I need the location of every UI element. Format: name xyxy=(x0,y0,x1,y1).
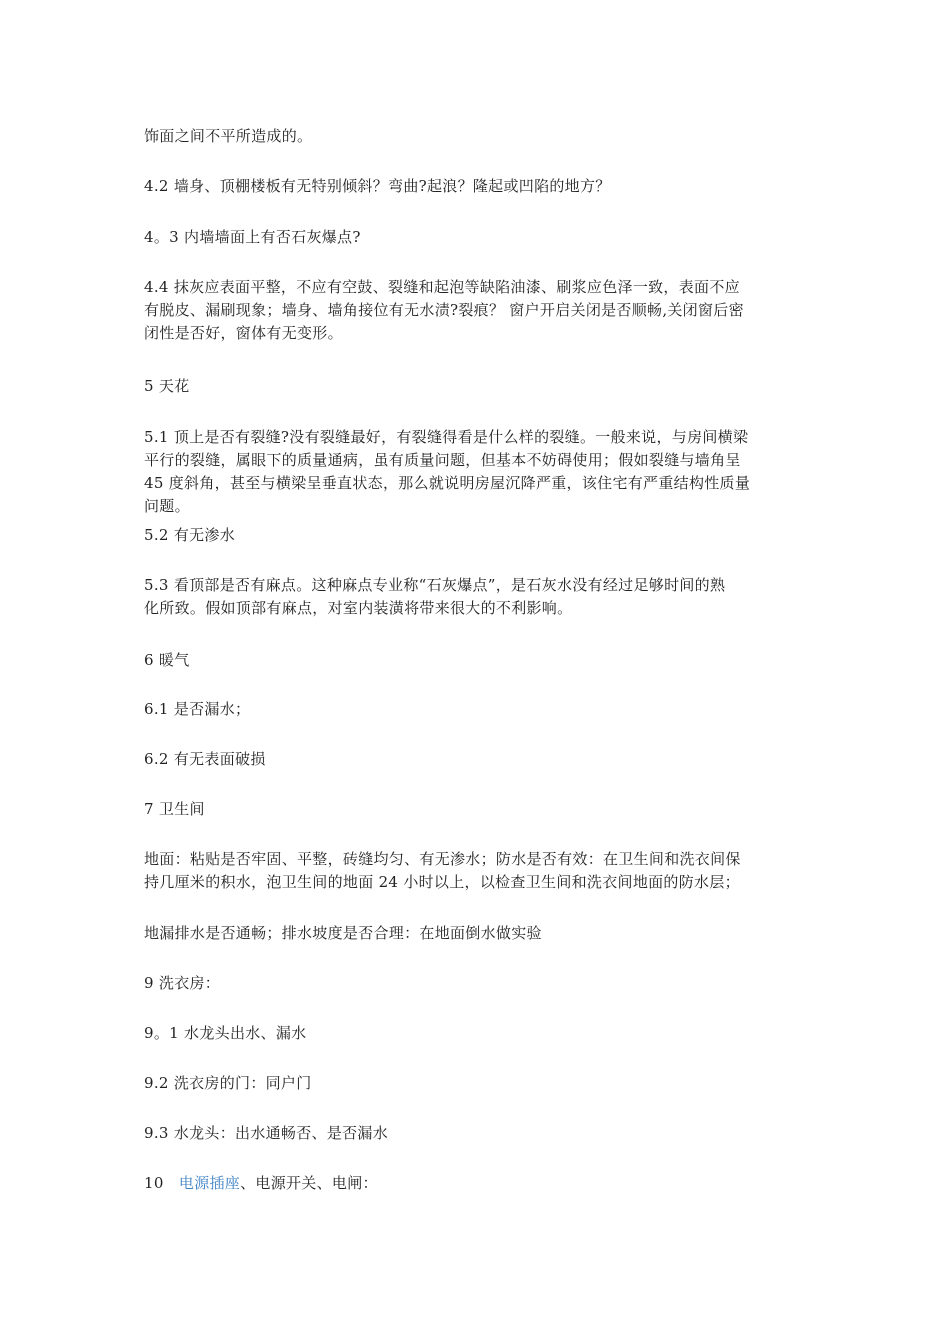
paragraph-5-2: 5.2 有无渗水 xyxy=(144,526,236,544)
heading-9-laundry: 9 洗衣房： xyxy=(144,974,221,992)
power-socket-link[interactable]: 电源插座 xyxy=(178,1174,241,1192)
paragraph-4-4: 4.4 抹灰应表面平整，不应有空鼓、裂缝和起泡等缺陷油漆、刷浆应色泽一致，表面不应 有脱皮、漏刷现象；墙身、墙角接位有无水渍?裂痕？ 窗户开启关闭是否顺畅,关闭窗后密 闭性是否好，窗体有无变形。 xyxy=(144,278,744,342)
paragraph: 饰面之间不平所造成的。 xyxy=(144,127,313,145)
paragraph-6-2: 6.2 有无表面破损 xyxy=(144,750,266,768)
paragraph-floor: 地面：粘贴是否牢固、平整，砖缝均匀、有无渗水；防水是否有效：在卫生间和洗衣间保 持几厘米的积水，泡卫生间的地面 24 小时以上，以检查卫生间和洗衣间地面的防水层； xyxy=(144,850,741,891)
heading-5-ceiling: 5 天花 xyxy=(144,377,190,395)
heading-6-heating: 6 暖气 xyxy=(144,651,190,669)
paragraph-9-2: 9.2 洗衣房的门：同户门 xyxy=(144,1074,312,1092)
section-rest: 、电源开关、电闸： xyxy=(240,1174,378,1192)
paragraph-drain: 地漏排水是否通畅；排水坡度是否合理：在地面倒水做实验 xyxy=(144,924,542,942)
paragraph-9-3: 9.3 水龙头：出水通畅否、是否漏水 xyxy=(144,1124,389,1142)
paragraph-5-1: 5.1 顶上是否有裂缝?没有裂缝最好，有裂缝得看是什么样的裂缝。一般来说，与房间横梁 平行的裂缝，属眼下的质量通病，虽有质量问题，但基本不妨碍使用；假如裂缝与墙角呈 45 度斜角，甚至与横梁呈垂直状态，那么就说明房屋沉降严重，该住宅有严重结构性质量 问题。 xyxy=(144,428,751,515)
paragraph-4-3: 4。3 内墙墙面上有否石灰爆点? xyxy=(144,228,361,246)
paragraph-5-3: 5.3 看顶部是否有麻点。这种麻点专业称“石灰爆点”，是石灰水没有经过足够时间的熟 化所致。假如顶部有麻点，对室内装潢将带来很大的不利影响。 xyxy=(144,576,726,617)
paragraph-9-1: 9。1 水龙头出水、漏水 xyxy=(144,1024,307,1042)
paragraph-6-1: 6.1 是否漏水； xyxy=(144,700,251,718)
heading-10-power xyxy=(144,1172,814,1195)
paragraph-4-2: 4.2 墙身、顶棚楼板有无特别倾斜？弯曲?起浪？隆起或凹陷的地方？ xyxy=(144,177,611,195)
heading-7-bathroom: 7 卫生间 xyxy=(144,800,205,818)
section-number: 10 xyxy=(144,1174,164,1192)
